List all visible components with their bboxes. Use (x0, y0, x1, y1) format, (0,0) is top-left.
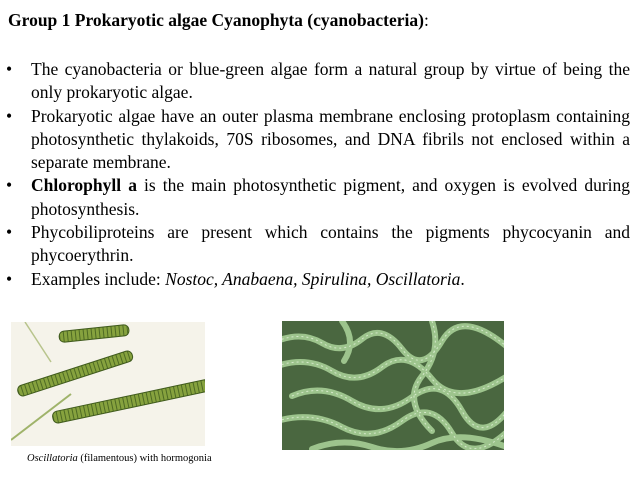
caption-rest: (filamentous) with hormogonia (77, 453, 212, 464)
bullet-item-5 (6, 268, 630, 291)
heading-colon: : (423, 10, 429, 30)
bullet-dot: • (6, 222, 13, 243)
bullet-text: Prokaryotic algae have an outer plasma membrane enclosing protoplasm containing photosynthetic thylakoids, 70S ribosomes, and DNA fibrils not enclosed within a separate membrane. (31, 105, 630, 173)
bullet-text: is the main photosynthetic pigment, and oxygen is evolved during photosynthesis. (31, 175, 631, 219)
bullet-prefix: Examples include: (31, 268, 166, 289)
caption-genus: Oscillatoria (27, 453, 78, 464)
bullet-dot: • (6, 59, 13, 79)
oscillatoria-illustration (11, 322, 205, 446)
bullet-bold-term: Chlorophyll a (31, 175, 137, 196)
bullet-text: The cyanobacteria or blue-green algae form a natural group by virtue of being the only prokaryotic algae. (31, 59, 630, 103)
bullet-item-1 (6, 58, 630, 105)
slide-heading (8, 9, 630, 31)
bullet-italic-genera: Nostoc, Anabaena, Spirulina, Oscillatoria (165, 268, 461, 289)
bullet-text: Phycobiliproteins are present which contains the pigments phycocyanin and phycoerythrin. (31, 222, 630, 266)
spirulina-illustration (282, 321, 504, 450)
bullet-dot: • (6, 268, 13, 289)
bullet-item-2 (6, 105, 630, 175)
bullet-dot: • (6, 105, 13, 126)
figure-caption (27, 453, 212, 465)
bullet-item-3 (6, 174, 630, 221)
heading-bold-text: Group 1 Prokaryotic algae Cyanophyta (cyanobacteria) (8, 10, 424, 30)
oscillatoria-image (11, 322, 205, 446)
bullet-suffix: . (460, 268, 465, 289)
bullet-dot: • (6, 175, 13, 196)
bullet-list (6, 58, 630, 291)
spirulina-image (282, 321, 504, 450)
bullet-item-4 (6, 221, 630, 268)
